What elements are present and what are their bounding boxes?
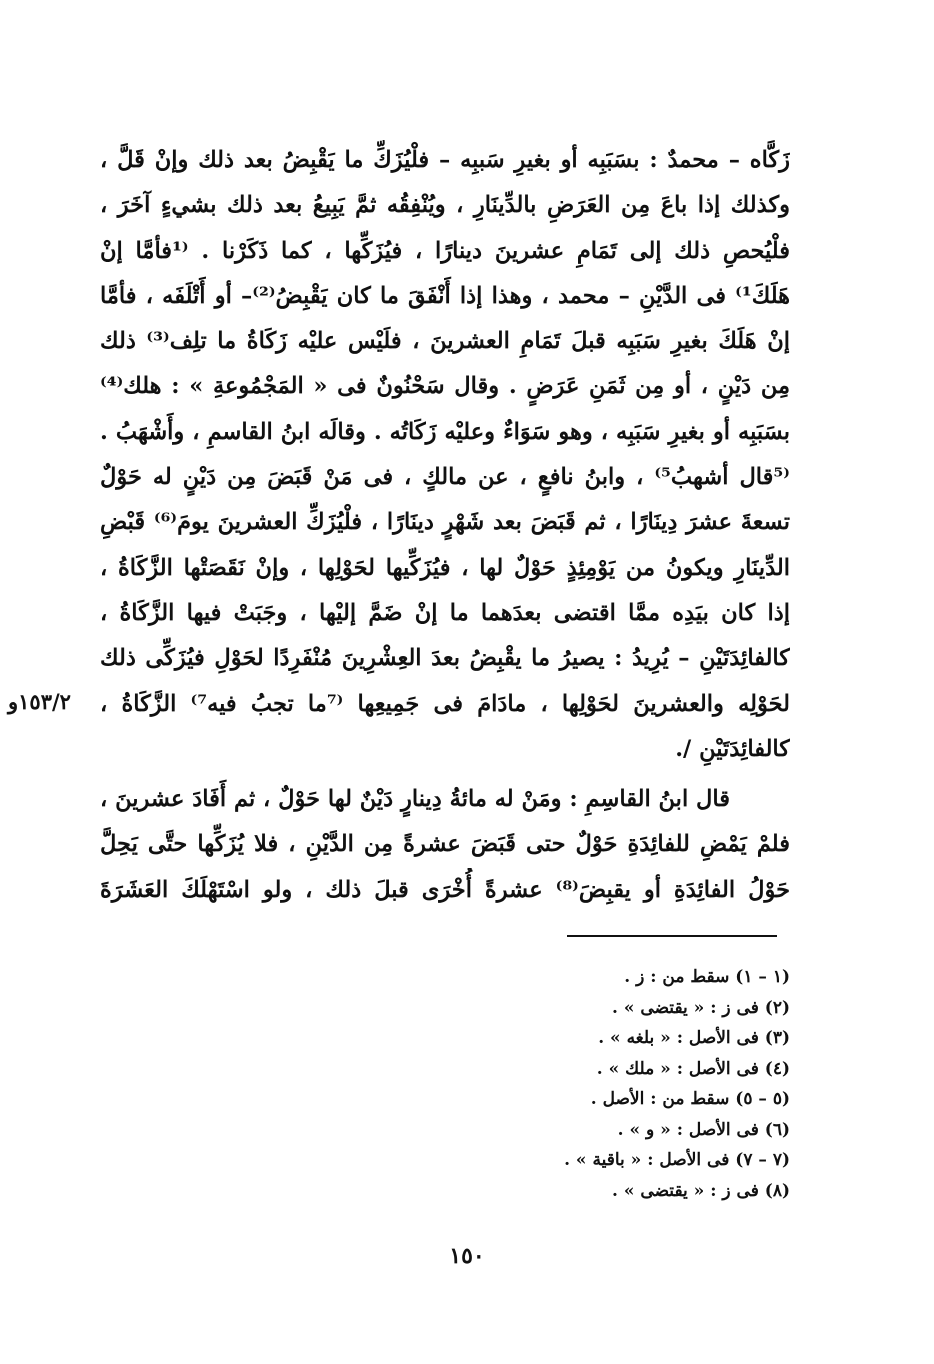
text-line: فلمْ يَمْضِ للفائِدَةِ حَوْلٌ حتى قَبَضَ عشرةً مِن الدَّيْنِ ، فلا يُزَكِّها حتَّى يَحِلَّ bbox=[100, 831, 790, 858]
text-line: كالفائِدَتَيْنِ /. bbox=[675, 735, 790, 762]
text-line: إنْ هَلَكَ بغيرِ سَبَبِه قبلَ تَمَامِ العشرينَ ، فلَيْس عليْه زَكَاةُ ما تلِف⁽³⁾ ذلك bbox=[100, 328, 790, 355]
footnote: (٧ – ٧) فى الأصل : « باقية » . bbox=[564, 1150, 790, 1170]
footnote: (٦) فى الأصل : « و » . bbox=[617, 1119, 790, 1140]
text-line: زَكَّاه – محمدٌ : بسَبَبِه أو بغيرِ سَببِه – فلْيُزَكِّ ما يَقْبِضُ بعد ذلك وإنْ قَلَّ ، bbox=[100, 147, 790, 173]
page-number: ١٥٠ bbox=[449, 1243, 485, 1269]
text-line: لحَوْلِه والعشرينَ لحَوْلِها ، مادَامَ فى جَمِيعِها ⁽⁷ما تجبُ فيه⁷⁾ الزَّكَاةُ ، bbox=[100, 690, 790, 717]
text-line: الدِّينَارِ ويكونُ من يَوْمِئِذٍ حَوْلٌ لها ، فيُزَكِّيها لحَوْلِها ، وإنْ نَقَصَتْها الزَّكَاةُ ، bbox=[100, 554, 790, 581]
footnotes bbox=[380, 962, 790, 1206]
footnote: (١ – ١) سقط من : ز . bbox=[624, 967, 790, 987]
text-line: تسعةَ عشرَ دِينَارًا ، ثم قَبَضَ بعد شَهْرٍ دينَارًا ، فلْيُزَكِّ العشرينَ يومَ⁽⁶⁾ قَبْضِ bbox=[100, 509, 790, 536]
text-line: كالفائِدَتَيْنِ – يُرِيدُ : يصيرُ ما يقْبِضُ بعدَ العِشْرِينَ مُنْفَرِدًا لحَوْلِ فيُزَكِّى ذلك bbox=[100, 645, 790, 672]
footnote: (٥ – ٥) سقط من : الأصل . bbox=[590, 1089, 790, 1109]
paragraph-2 bbox=[100, 777, 790, 913]
footnote: (٤) فى الأصل : « ملك » . bbox=[596, 1058, 790, 1079]
text-line: هَلَكَ¹⁾ فى الدَّيْنِ – محمد ، وهذا إذا أَنْفَقَ ما كان يَقْبِضُ⁽²⁾– أو أَتْلَفَه ، فأمَّا bbox=[100, 282, 790, 309]
text-line: قال ابنُ القاسِمِ : ومَنْ له مائةُ دِينارٍ دَيْنٌ لها حَوْلٌ ، ثم أَفَادَ عشرينَ ، bbox=[100, 786, 730, 812]
folio-margin-note: ١٥٣/٢و bbox=[8, 689, 71, 714]
text-line: حَوْلُ الفائِدَةِ أو يقبِضَ⁽⁸⁾ عشرةً أُخْرَى قبلَ ذلك ، ولو اسْتَهْلَكَ العَشَرَةَ bbox=[100, 876, 790, 903]
text-line: بسَبَبِه أو بغيرِ سَبَبِه ، وهو سَوَاءٌ وعليْه زَكَاتُه . وقالَه ابنُ القاسمِ ، وأَشْهَبُ . bbox=[100, 418, 790, 445]
text-line: إذا كان بيَدِه ممَّا اقتضى بعدَهما ما إنْ ضَمَّ إليْها ، وجَبَتْ فيها الزَّكَاةُ ، bbox=[100, 599, 790, 626]
text-line: فلْيُحصِ ذلك إلى تَمَامِ عشرينَ دينارًا ، فيُزَكِّها ، كما ذَكَرْنا . ⁽¹فأمَّا إنْ bbox=[100, 237, 790, 264]
text-line: مِن دَيْنٍ ، أو مِن ثَمَنِ عَرَضٍ . وقال سَحْنُونٌ فى « المَجْمُوعةِ » : هلك⁽⁴⁾ bbox=[100, 373, 790, 400]
footnote: (٢) فى ز : « يقتضى » . bbox=[612, 997, 790, 1018]
footnote-divider bbox=[567, 935, 777, 937]
footnote: (٣) فى الأصل : « بلغه » . bbox=[598, 1028, 790, 1048]
text-line: وكذلك إذا باعَ مِن العَرَضِ بالدِّينَارِ ، ويُنْفِقُه ثمَّ يَبِيعُ بعد ذلك بشيءٍ آخَرَ ، bbox=[100, 192, 790, 219]
footnote: (٨) فى ز : « يقتضى » . bbox=[612, 1180, 790, 1201]
text-line: ⁽⁵قال أشهبُ⁵⁾ ، وابنُ نافعٍ ، عن مالكٍ ، فى مَنْ قَبَضَ مِن دَيْنٍ له حَوْلٌ bbox=[100, 464, 790, 491]
paragraph-1 bbox=[100, 138, 790, 772]
